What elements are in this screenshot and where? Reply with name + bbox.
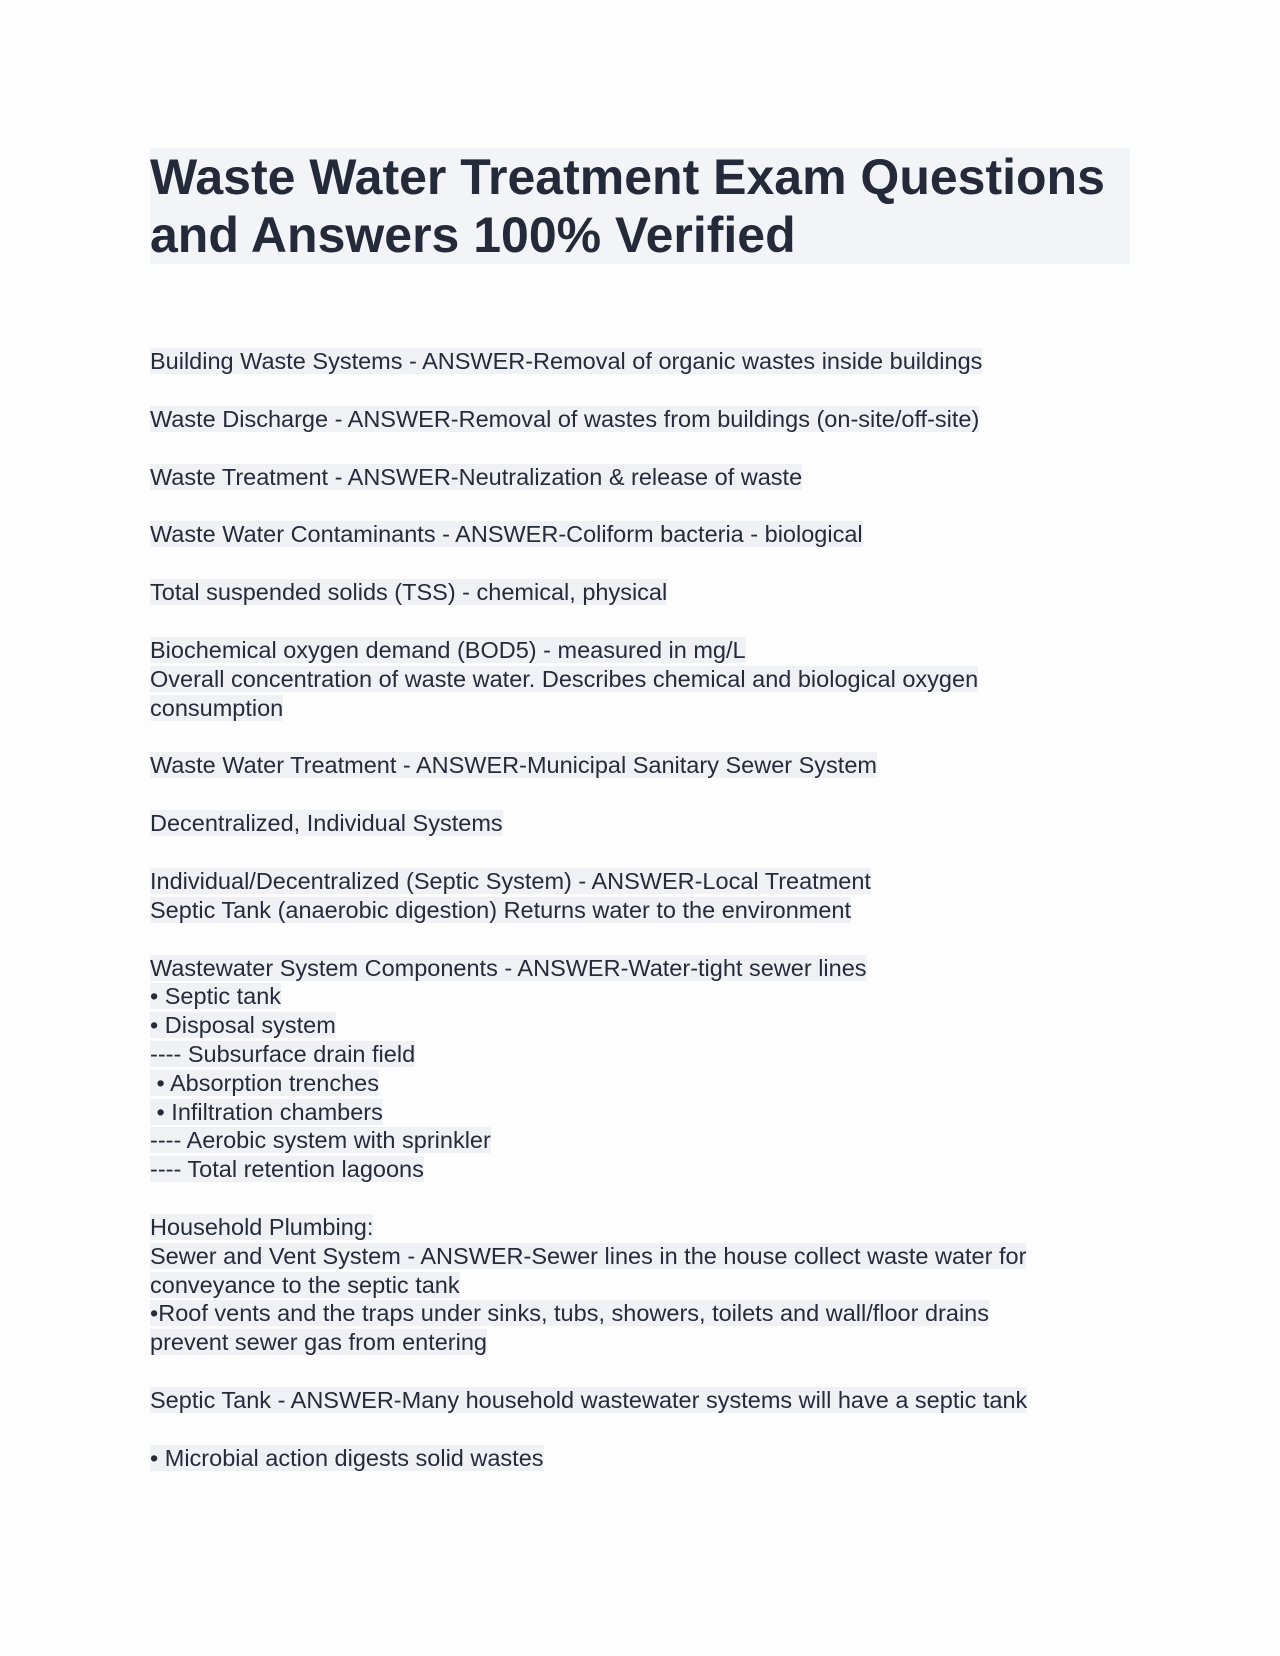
text-line: Building Waste Systems - ANSWER-Removal of organic wastes inside buildings	[150, 348, 983, 374]
text-line: Biochemical oxygen demand (BOD5) - measured in mg/L	[150, 636, 746, 663]
qa-entry	[150, 636, 1130, 722]
text-line: Decentralized, Individual Systems	[150, 810, 503, 837]
text-line: consumption	[150, 694, 284, 721]
qa-entry	[150, 867, 1130, 925]
qa-entry	[150, 1213, 1130, 1357]
list-item: • Disposal system	[150, 1012, 336, 1039]
text-line: prevent sewer gas from entering	[150, 1329, 487, 1356]
list-item: • Absorption trenches	[150, 1069, 379, 1096]
list-item: • Infiltration chambers	[150, 1098, 383, 1125]
text-line: conveyance to the septic tank	[150, 1271, 460, 1298]
text-line: Wastewater System Components - ANSWER-Water-tight sewer lines	[150, 954, 867, 981]
text-line: Sewer and Vent System - ANSWER-Sewer lines in the house collect waste water for	[150, 1242, 1027, 1269]
text-line: Overall concentration of waste water. Describes chemical and biological oxygen	[150, 665, 979, 692]
title-line: Waste Water Treatment Exam Questions	[150, 149, 1105, 205]
text-line: Waste Water Contaminants - ANSWER-Coliform bacteria - biological	[150, 521, 863, 548]
qa-entry	[150, 954, 1130, 1184]
text-line: Septic Tank - ANSWER-Many household wastewater systems will have a septic tank	[150, 1386, 1028, 1413]
text-line: Septic Tank (anaerobic digestion) Returns water to the environment	[150, 896, 852, 923]
document-title	[150, 148, 1130, 264]
text-line: •Roof vents and the traps under sinks, tubs, showers, toilets and wall/floor drains	[150, 1300, 989, 1327]
list-item: • Septic tank	[150, 983, 282, 1010]
qa-entry	[150, 1444, 1130, 1473]
document-page	[150, 148, 1130, 1502]
title-line: and Answers 100% Verified	[150, 207, 796, 263]
text-line: Total suspended solids (TSS) - chemical, physical	[150, 579, 668, 606]
qa-entry	[150, 405, 1130, 434]
qa-entry	[150, 347, 1130, 376]
qa-entry	[150, 520, 1130, 549]
qa-entry	[150, 809, 1130, 838]
qa-entry	[150, 578, 1130, 607]
text-line: Waste Treatment - ANSWER-Neutralization & release of waste	[150, 463, 803, 490]
list-item: ---- Subsurface drain field	[150, 1040, 416, 1067]
text-line: Household Plumbing:	[150, 1213, 374, 1240]
qa-entry	[150, 1386, 1130, 1415]
text-line: Individual/Decentralized (Septic System) - ANSWER-Local Treatment	[150, 867, 871, 894]
document-body	[150, 347, 1130, 1473]
text-line: Waste Water Treatment - ANSWER-Municipal Sanitary Sewer System	[150, 752, 877, 779]
text-line: Waste Discharge - ANSWER-Removal of wastes from buildings (on-site/off-site)	[150, 405, 980, 432]
list-item: ---- Aerobic system with sprinkler	[150, 1127, 491, 1154]
qa-entry	[150, 463, 1130, 492]
list-item: • Microbial action digests solid wastes	[150, 1444, 544, 1471]
qa-entry	[150, 751, 1130, 780]
list-item: ---- Total retention lagoons	[150, 1156, 424, 1183]
